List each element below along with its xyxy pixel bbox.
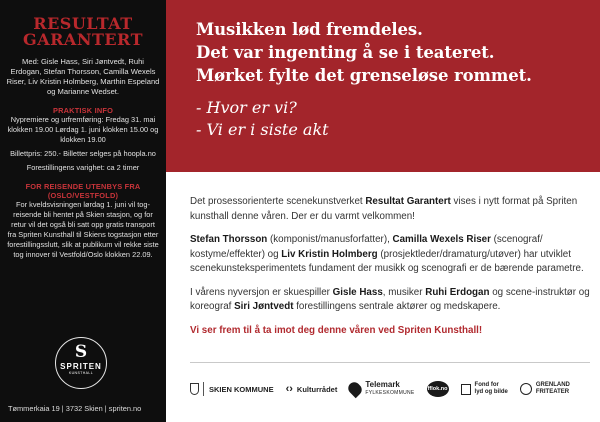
logo-sub: KUNSTHALL bbox=[68, 371, 94, 375]
crest-icon bbox=[190, 383, 199, 395]
travel-heading: FOR REISENDE UTENBYS FRA (OSLO/VESTFOLD) bbox=[25, 182, 141, 200]
show-title bbox=[6, 16, 160, 48]
fond-icon bbox=[461, 384, 471, 395]
kulturradet-logo: ‹› Kulturrådet bbox=[285, 383, 338, 395]
poem-question: - Hvor er vi? bbox=[196, 98, 297, 117]
creators-paragraph: Stefan Thorsson (komponist/manusforfatter), Camilla Wexels Riser (scenograf/ kostyme/effekter) og Liv Kristin Holmberg (prosjektleder/dramaturg/utøver) har utviklet scenekunsteksperimentets fundament der musikk og scenografi er de bærende parametre. bbox=[190, 234, 584, 274]
fflok-logo: fflok.no bbox=[427, 381, 449, 397]
logo-letter: S bbox=[74, 342, 88, 362]
skien-kommune-logo: SKIEN KOMMUNE bbox=[190, 382, 274, 396]
premiere-dates: Nypremiere og urfremføring: Fredag 31. mai klokken 19.00 Lørdag 1. juni klokken 15.00 og klokken 19.00 bbox=[7, 115, 159, 144]
grenland-logo: GRENLAND FRITEATER bbox=[520, 382, 570, 396]
ticket-info: Billettpris: 250.- Billetter selges på hoopla.no bbox=[10, 149, 156, 158]
logo-name: SPRITEN bbox=[60, 362, 102, 371]
poem-answer: - Vi er i siste akt bbox=[196, 120, 329, 139]
kulturradet-icon: ‹› bbox=[285, 383, 293, 395]
duration-info: Forestillingens varighet: ca 2 timer bbox=[26, 163, 140, 172]
poem-panel bbox=[166, 0, 600, 172]
telemark-icon bbox=[346, 380, 364, 398]
title-line-1: RESULTAT bbox=[33, 14, 133, 33]
grenland-icon bbox=[520, 383, 532, 395]
practical-heading: PRAKTISK INFO bbox=[52, 106, 114, 115]
spriten-logo bbox=[55, 337, 107, 389]
show-name: Resultat Garantert bbox=[365, 196, 451, 207]
divider bbox=[190, 362, 590, 363]
address-line: Tømmerkaia 19 | 3732 Skien | spriten.no bbox=[8, 404, 142, 413]
poem-line-1: Musikken lød fremdeles. bbox=[196, 20, 423, 39]
poem-line-3: Mørket fylte det grenseløse rommet. bbox=[196, 66, 532, 85]
description bbox=[190, 195, 590, 338]
travel-info: For kveldsvisningen lørdag 1. juni vil tog-reisende bli hentet på Skien stasjon, og for retur vil det også bli satt opp gratis transport fra Spriten Kunsthall til Skiens togstasjon etter forestillingsslutt, slik at publikum vil rekke siste tog innover til Vestfold/Oslo klokken 22.09. bbox=[7, 200, 159, 259]
performers-paragraph: I vårens nyversjon er skuespiller Gisle Hass, musiker Ruhi Erdogan og scene-instruktør og koreograf Siri Jøntvedt forestillingens sentrale aktører og medskapere. bbox=[190, 286, 590, 312]
telemark-logo: Telemark FYLKESKOMMUNE bbox=[349, 381, 414, 397]
title-line-2: GARANTERT bbox=[23, 30, 143, 49]
poem-line-2: Det var ingenting å se i teateret. bbox=[196, 43, 495, 62]
intro-paragraph: Det prosessorienterte scenekunstverket Resultat Garantert vises i nytt format på Spriten kunsthall denne våren. Der er du varmt velkommen! bbox=[190, 196, 578, 222]
sponsor-strip bbox=[190, 376, 594, 402]
fond-logo: Fond for lyd og bilde bbox=[461, 382, 508, 396]
cast-list: Med: Gisle Hass, Siri Jøntvedt, Ruhi Erdogan, Stefan Thorsson, Camilla Wexels Riser, Liv Kristin Holmberg, Marthin Espeland og Marianne Wedset. bbox=[6, 57, 160, 96]
welcome-cta: Vi ser frem til å ta imot deg denne våren ved Spriten Kunsthall! bbox=[190, 324, 483, 336]
